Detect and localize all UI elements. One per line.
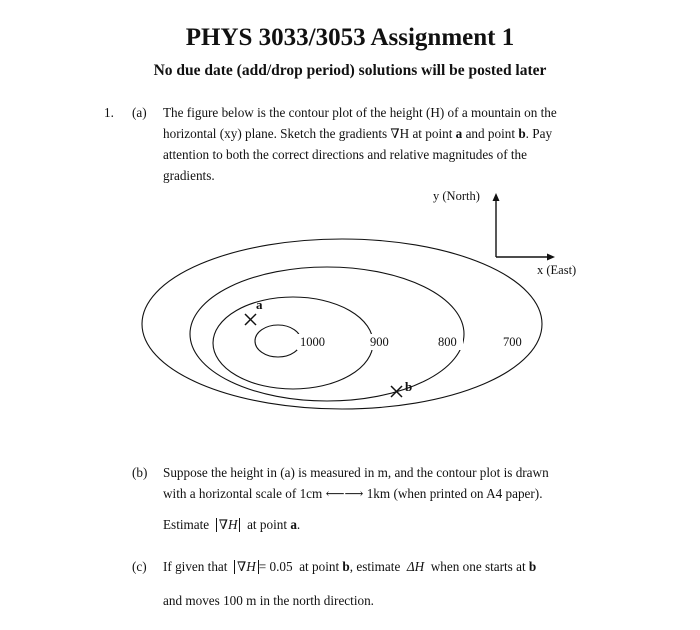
part-a-line1: The figure below is the contour plot of the height (H) of a mountain on the bbox=[163, 105, 557, 120]
point-a-marker bbox=[245, 314, 256, 325]
point-b-marker bbox=[391, 386, 402, 397]
contour-label-900: 900 bbox=[370, 335, 389, 349]
part-b-label: (b) bbox=[132, 465, 148, 480]
part-c-line1: If given that ∇H = 0.05 at point b, estimate ΔH when one starts at b bbox=[163, 559, 537, 574]
point-a-label: a bbox=[256, 297, 263, 312]
contour-label-1000: 1000 bbox=[300, 335, 325, 349]
question-number: 1. bbox=[104, 105, 114, 120]
delta-h: ΔH bbox=[406, 559, 425, 574]
point-a-ref: a bbox=[455, 126, 463, 141]
part-b-estimate: Estimate ∇H at point a. bbox=[163, 517, 301, 532]
contour-label-700: 700 bbox=[503, 335, 522, 349]
contour-900 bbox=[213, 297, 373, 389]
part-b-text bbox=[163, 462, 549, 504]
contour-1000 bbox=[255, 325, 301, 357]
part-a-line2: horizontal (xy) plane. Sketch the gradients ∇H at point a and point b. Pay bbox=[163, 126, 553, 141]
point-b-ref: b bbox=[518, 126, 526, 141]
x-axis-label: x (East) bbox=[537, 263, 577, 277]
x-axis-arrowhead bbox=[547, 254, 555, 261]
point-b-label: b bbox=[405, 379, 413, 394]
part-c-line2: and moves 100 m in the north direction. bbox=[163, 593, 374, 608]
part-a-line3: attention to both the correct directions and relative magnitudes of the bbox=[163, 147, 528, 162]
part-a-line4: gradients. bbox=[163, 168, 215, 183]
abs-grad-h-a: ∇H bbox=[216, 518, 241, 532]
page-subtitle: No due date (add/drop period) solutions will be posted later bbox=[153, 62, 547, 79]
part-a-label: (a) bbox=[132, 105, 147, 120]
contour-label-800: 800 bbox=[438, 335, 457, 349]
page-title: PHYS 3033/3053 Assignment 1 bbox=[185, 24, 515, 51]
y-axis-arrowhead bbox=[493, 193, 500, 201]
part-b-line1: Suppose the height in (a) is measured in m, and the contour plot is drawn bbox=[163, 465, 549, 480]
part-c-label: (c) bbox=[132, 559, 147, 574]
part-b-line2: with a horizontal scale of 1cm ⟵⟶ 1km (when printed on A4 paper). bbox=[163, 486, 543, 501]
abs-grad-h-b: ∇H bbox=[234, 560, 259, 574]
contour-700 bbox=[142, 239, 542, 409]
y-axis-label: y (North) bbox=[433, 189, 480, 203]
